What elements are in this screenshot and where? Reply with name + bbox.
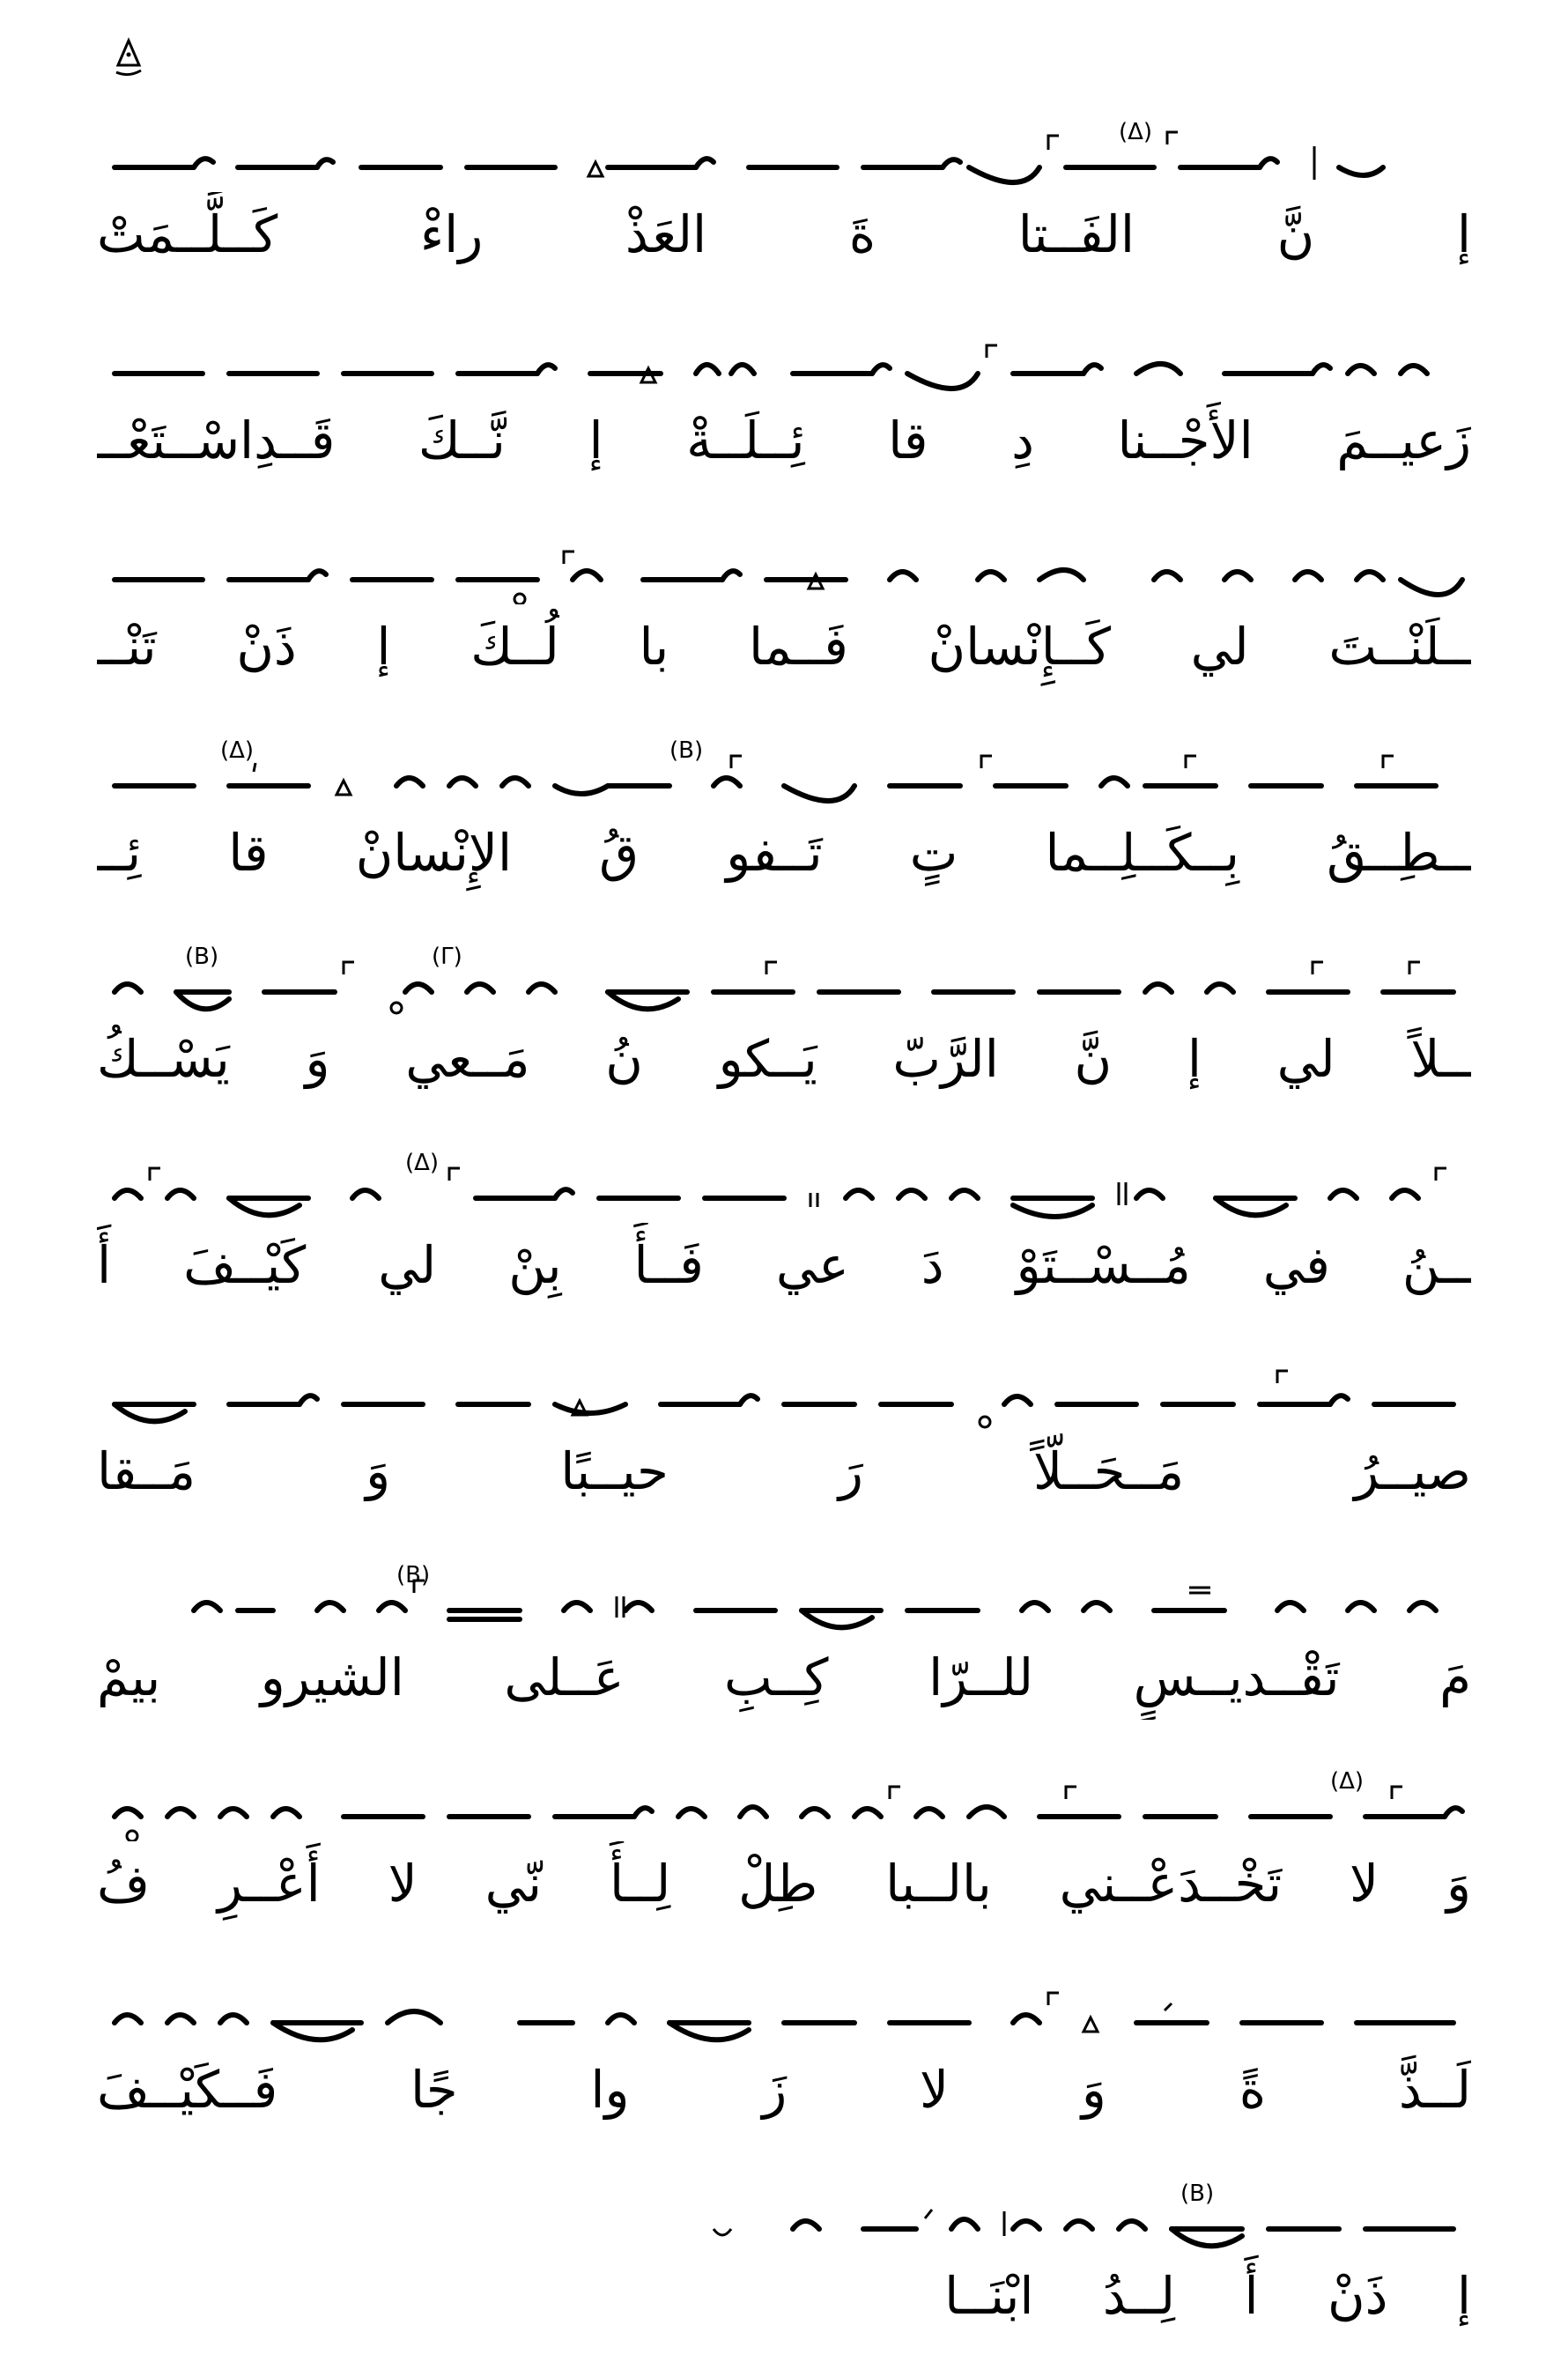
neume-line-6	[97, 1144, 1471, 1223]
neume-line-10	[97, 1968, 1471, 2047]
neume-line-9	[97, 1762, 1471, 1841]
mark-gamma: (Γ)	[432, 944, 462, 970]
neume-line-7	[97, 1350, 1471, 1429]
neume-line-4	[97, 731, 1471, 811]
lyric-line-10: لَــذَّ ةً وَ لا زَ وا جًا فَــكَيْــفَ	[97, 2060, 1471, 2120]
lyric-line-7: صيــرُ مَــحَــلّاً رَ حيــبًا وَ مَــقا	[97, 1441, 1471, 1501]
stanza-1	[97, 78, 1471, 285]
ison-sign-icon	[111, 33, 146, 78]
lyric-line-8: مَ تَقْــديــسٍ للــرّا كِــبِ عَــلى الشيرو بيمْ	[97, 1647, 1471, 1707]
neume-line-8	[97, 1556, 1471, 1635]
neume-line-11	[97, 2174, 1471, 2254]
stanza-5	[97, 902, 1471, 1110]
mark-beta: (B)	[669, 737, 704, 764]
stanza-11	[97, 2139, 1471, 2347]
neume-line-1	[97, 113, 1471, 192]
lyric-line-9: وَ لا تَخْــدَعْــني بالــبا طِلْ لِــأَ نّي لا أَعْــرِ فُ	[97, 1854, 1471, 1914]
mark-beta: (B)	[185, 944, 219, 970]
stanza-2	[97, 284, 1471, 492]
lyric-line-3: ــلَنْــتَ لي كَــإِنْسانْ فَــما با لُــكَ إ ذَنْ تَنْــ	[97, 617, 1471, 677]
stanza-8	[97, 1521, 1471, 1729]
stanza-4	[97, 696, 1471, 904]
mark-delta: (Δ)	[405, 1150, 440, 1176]
lyric-line-4: ــطِــقُ بِــكَــلِــما تٍ تَــفو قُ الإِنْسانْ قا ئِــ	[97, 823, 1471, 883]
lyric-line-5: ــلاً لي إ نَّ الرَّبّ يَــكو نُ مَــعي وَ يَسْــكُ	[97, 1029, 1471, 1089]
mark-delta: (Δ)	[220, 737, 255, 764]
stanza-10	[97, 1933, 1471, 2141]
stanza-9	[97, 1727, 1471, 1935]
stanza-7	[97, 1314, 1471, 1522]
lyric-line-11: إ ذَنْ أَ لِــدُ ابْنَــا	[944, 2266, 1471, 2326]
stanza-6	[97, 1108, 1471, 1316]
mark-delta: (Δ)	[1119, 119, 1153, 145]
stanza-3	[97, 490, 1471, 698]
neume-line-2	[97, 319, 1471, 398]
mark-beta: (B)	[1180, 2181, 1215, 2207]
mark-beta: (B)	[396, 1562, 431, 1588]
neume-line-3	[97, 525, 1471, 604]
lyric-line-6: ــنُ في مُــسْــتَوْ دَ عي فَــأَ بِنْ لي كَيْــفَ أَ	[97, 1235, 1471, 1295]
neume-line-5	[97, 937, 1471, 1017]
mark-delta: (Δ)	[1330, 1768, 1365, 1795]
lyric-line-2: زَعيــمَ الأَجْــنا دِ قا ئِــلَــةْ إ نَّــكَ قَــدِاسْــتَعْــ	[97, 411, 1471, 470]
lyric-line-1: إ نَّ الفَــتا ةَ العَذْ راءْ كَــلَّــمَتْ	[97, 204, 1471, 264]
